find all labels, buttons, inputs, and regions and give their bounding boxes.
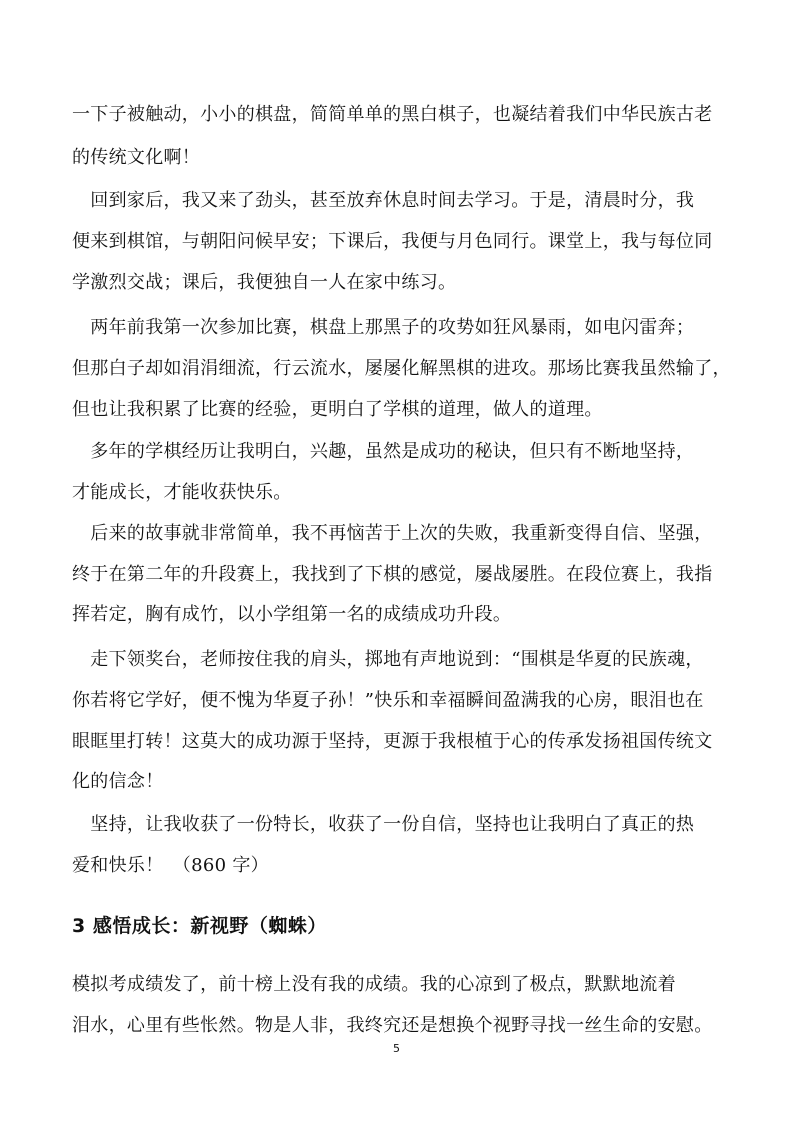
paragraph-line: 后来的故事就非常简单，我不再恼苦于上次的失败，我重新变得自信、坚强， [72,523,713,544]
paragraph-line: 但也让我积累了比赛的经验，更明白了学棋的道理，做人的道理。 [72,399,603,420]
paragraph-line: 眼眶里打转！这莫大的成功源于坚持，更源于我根植于心的传承发扬祖国传统文 [72,731,713,752]
paragraph-line: 一下子被触动，小小的棋盘，简简单单的黑白棋子，也凝结着我们中华民族古老 [72,104,713,125]
paragraph-line: 挥若定，胸有成竹，以小学组第一名的成绩成功升段。 [72,604,512,625]
paragraph-line: 终于在第二年的升段赛上，我找到了下棋的感觉，屡战屡胜。在段位赛上，我指 [72,564,713,585]
paragraph-line: 你若将它学好，便不愧为华夏子孙！”快乐和幸福瞬间盈满我的心房，眼泪也在 [72,690,704,711]
paragraph-line: 回到家后，我又来了劲头，甚至放弃休息时间去学习。于是，清晨时分，我 [72,190,695,211]
paragraph-line: 走下领奖台，老师按住我的肩头，掷地有声地说到：“围棋是华夏的民族魂， [72,649,704,670]
section-heading: 3 感悟成长：新视野（蜘蛛） [72,915,327,937]
paragraph-line: 泪水，心里有些怅然。物是人非，我终究还是想换个视野寻找一丝生命的安慰。 [72,1015,713,1036]
paragraph-line: 学激烈交战；课后，我便独自一人在家中练习。 [72,272,457,293]
paragraph-line: 便来到棋馆，与朝阳问候早安；下课后，我便与月色同行。课堂上，我与每位同 [72,231,713,252]
paragraph-line: 坚持，让我收获了一份特长，收获了一份自信，坚持也让我明白了真正的热 [72,814,695,835]
paragraph-line: 但那白子却如涓涓细流，行云流水，屡屡化解黑棋的进攻。那场比赛我虽然输了， [72,358,731,379]
paragraph-line: 模拟考成绩发了，前十榜上没有我的成绩。我的心凉到了极点，默默地流着 [72,974,676,995]
paragraph-line: 多年的学棋经历让我明白，兴趣，虽然是成功的秘诀，但只有不断地坚持， [72,441,695,462]
paragraph-line: 才能成长，才能收获快乐。 [72,482,292,503]
page-number: 5 [393,1042,400,1055]
paragraph-line: 化的信念！ [72,771,164,792]
paragraph-line: 爱和快乐！ （860 字） [72,855,269,876]
paragraph-line: 的传统文化啊！ [72,147,201,168]
paragraph-line: 两年前我第一次参加比赛，棋盘上那黑子的攻势如狂风暴雨，如电闪雷奔； [72,317,695,338]
